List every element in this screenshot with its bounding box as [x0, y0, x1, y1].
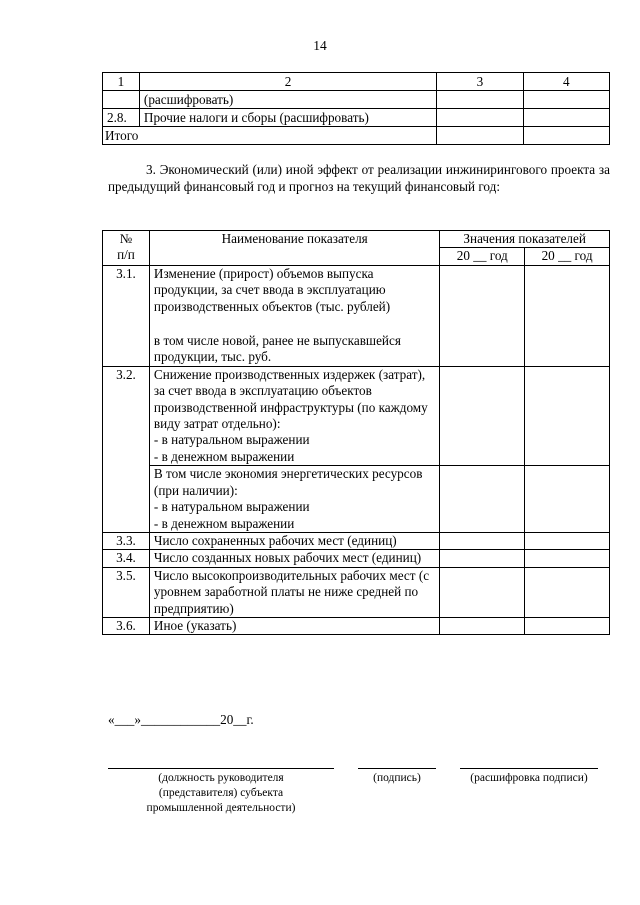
- row-name: [149, 466, 439, 533]
- value-cell: [440, 466, 525, 533]
- value-cell: [437, 109, 523, 127]
- row-name: [149, 265, 439, 366]
- table-row: [103, 366, 610, 465]
- header-num: [103, 231, 150, 266]
- value-cell: [525, 550, 610, 567]
- row-number: 3.4.: [103, 550, 150, 567]
- table-economic-effect: [102, 230, 610, 635]
- total-label: Итого: [103, 127, 437, 145]
- value-cell: [440, 532, 525, 549]
- table-row: [103, 532, 610, 549]
- value-cell: [525, 366, 610, 465]
- header-cell: 4: [523, 73, 609, 91]
- table-header-row: [103, 73, 610, 91]
- sign-signature-line: [358, 768, 436, 769]
- table-row: [103, 617, 610, 634]
- row-text: Снижение производственных издержек (затрат), за счет ввода в эксплуатацию объектов производственной инфраструктуры (по каждому виду затрат отдельно):: [153, 366, 428, 432]
- total-row: [103, 127, 610, 145]
- row-name: (расшифровать): [139, 91, 436, 109]
- header-num-line2: п/п: [117, 247, 135, 263]
- position-label: [108, 771, 334, 816]
- table-row: [103, 109, 610, 127]
- value-cell: [525, 466, 610, 533]
- page-number: 14: [313, 38, 327, 53]
- header-cell: 1: [103, 73, 140, 91]
- row-number: 2.8.: [103, 109, 140, 127]
- table-row: [103, 91, 610, 109]
- sign-label: (подпись): [373, 772, 421, 784]
- row-number: 3.2.: [103, 366, 150, 532]
- row-number: 3.3.: [103, 532, 150, 549]
- section-3-text: 3. Экономический (или) иной эффект от реализации инжинирингового проекта за предыдущий финансовый год и прогноз на текущий финансовый год:: [108, 162, 610, 194]
- row-text: Изменение (прирост) объемов выпуска продукции, за счет ввода в эксплуатацию производственных объектов (тыс. рублей): [153, 265, 391, 314]
- header-cell: 3: [437, 73, 523, 91]
- table-row: [103, 550, 610, 567]
- value-cell: [525, 532, 610, 549]
- value-cell: [437, 91, 523, 109]
- date-field: «___»____________20__г.: [108, 712, 254, 727]
- value-cell: [440, 567, 525, 617]
- value-cell: [525, 567, 610, 617]
- row-name: Иное (указать): [149, 617, 439, 634]
- row-text: - в денежном выражении: [153, 515, 295, 531]
- row-text: - в натуральном выражении: [153, 432, 310, 448]
- row-name: Число сохраненных рабочих мест (единиц): [149, 532, 439, 549]
- value-cell: [523, 127, 609, 145]
- table-header-row: [103, 231, 610, 248]
- value-cell: [440, 265, 525, 366]
- value-cell: [525, 265, 610, 366]
- position-label-line: промышленной деятельности): [146, 802, 296, 814]
- row-name: [149, 366, 439, 465]
- row-number: 3.1.: [103, 265, 150, 366]
- table-row: [103, 567, 610, 617]
- row-name: Прочие налоги и сборы (расшифровать): [139, 109, 436, 127]
- decode-signature-line: [460, 768, 598, 769]
- position-signature-line: [108, 768, 334, 769]
- value-cell: [440, 617, 525, 634]
- value-cell: [525, 617, 610, 634]
- table-taxes-continued: [102, 72, 610, 145]
- position-label-line: (представителя) субъекта: [158, 787, 284, 799]
- header-cell: 2: [139, 73, 436, 91]
- row-text: - в натуральном выражении: [153, 499, 310, 515]
- row-number: 3.5.: [103, 567, 150, 617]
- header-num-line1: №: [119, 231, 133, 246]
- row-number: 3.6.: [103, 617, 150, 634]
- decode-label: (расшифровка подписи): [470, 772, 588, 784]
- value-cell: [523, 91, 609, 109]
- table-row: [103, 265, 610, 366]
- row-text: - в денежном выражении: [153, 448, 295, 464]
- row-text: В том числе экономия энергетических ресурсов (при наличии):: [153, 466, 423, 498]
- row-name: Число высокопроизводительных рабочих мест (с уровнем заработной платы не ниже средней по предприятию): [149, 567, 439, 617]
- value-cell: [437, 127, 523, 145]
- position-label-line: (должность руководителя: [158, 772, 284, 784]
- header-year-1: 20 __ год: [440, 248, 525, 265]
- header-year-2: 20 __ год: [525, 248, 610, 265]
- row-number: [103, 91, 140, 109]
- row-text: в том числе новой, ранее не выпускавшейся продукции, тыс. руб.: [153, 333, 401, 365]
- table-row: [103, 466, 610, 533]
- value-cell: [440, 366, 525, 465]
- header-values: Значения показателей: [440, 231, 610, 248]
- header-name: Наименование показателя: [149, 231, 439, 266]
- row-name: Число созданных новых рабочих мест (единиц): [149, 550, 439, 567]
- value-cell: [440, 550, 525, 567]
- value-cell: [523, 109, 609, 127]
